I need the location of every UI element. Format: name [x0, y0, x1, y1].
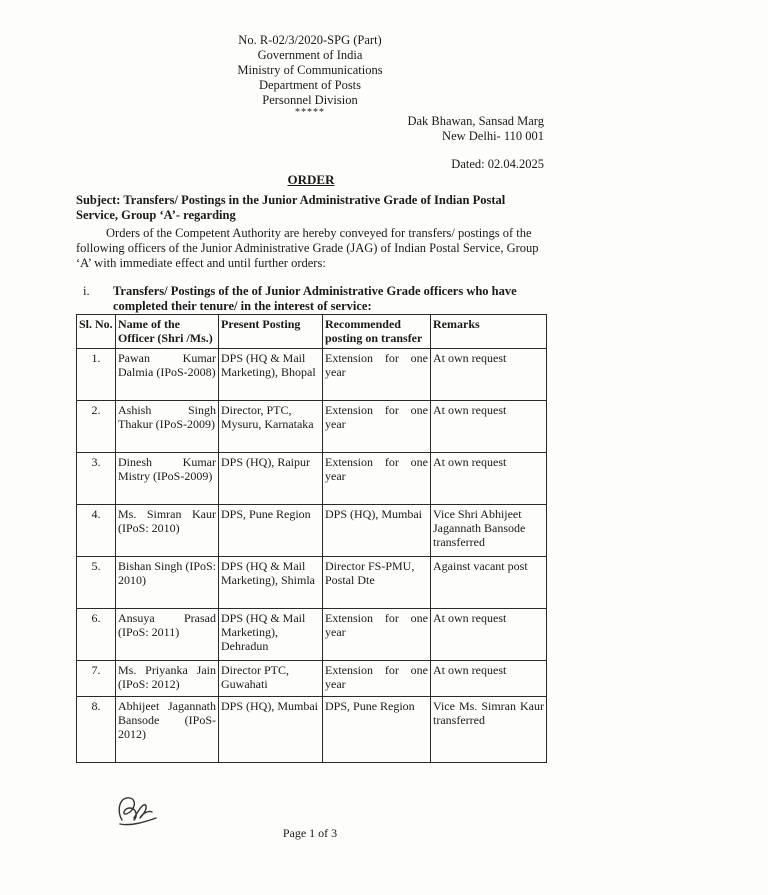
cell-remarks: At own request: [431, 609, 547, 661]
cell-officer-name: Ashish Singh Thakur (IPoS-2009): [116, 401, 219, 453]
list-item-i: [83, 284, 546, 314]
cell-officer-name: Abhijeet Jagannath Bansode (IPoS-2012): [116, 697, 219, 763]
table-row: [77, 697, 547, 763]
cell-remarks: At own request: [431, 349, 547, 401]
cell-remarks: Vice Ms. Simran Kaur transferred: [431, 697, 547, 763]
cell-officer-name: Bishan Singh (IPoS: 2010): [116, 557, 219, 609]
cell-officer-name: Ansuya Prasad (IPoS: 2011): [116, 609, 219, 661]
cell-present-posting: DPS (HQ), Raipur: [219, 453, 323, 505]
cell-remarks: Against vacant post: [431, 557, 547, 609]
cell-remarks: At own request: [431, 661, 547, 697]
cell-officer-name: Dinesh Kumar Mistry (IPoS-2009): [116, 453, 219, 505]
cell-remarks: At own request: [431, 401, 547, 453]
cell-recommended-posting: Director FS-PMU, Postal Dte: [323, 557, 431, 609]
office-address: [407, 114, 544, 144]
order-paragraph: Orders of the Competent Authority are hereby conveyed for transfers/ postings of the following officers of the Junior Administrative Grade (JAG) of Indian Postal Service, Group ‘A’ with immediate effect and until further orders:: [76, 226, 539, 270]
table-row: [77, 401, 547, 453]
table-row: [77, 661, 547, 697]
table-header-row: [77, 315, 547, 349]
cell-sl-no: 3.: [77, 453, 116, 505]
table-row: [77, 453, 547, 505]
order-title: ORDER: [287, 172, 335, 187]
address-line-2: New Delhi- 110 001: [442, 129, 544, 143]
header-stars: *****: [295, 107, 325, 118]
cell-remarks: At own request: [431, 453, 547, 505]
header-government: Government of India: [257, 48, 363, 62]
cell-remarks: Vice Shri Abhijeet Jagannath Bansode transferred: [431, 505, 547, 557]
cell-present-posting: DPS (HQ), Mumbai: [219, 697, 323, 763]
subject-text: Transfers/ Postings in the Junior Administrative Grade of Indian Postal Service, Group ‘A’- regarding: [76, 193, 506, 222]
address-line-1: Dak Bhawan, Sansad Marg: [407, 114, 544, 128]
cell-sl-no: 6.: [77, 609, 116, 661]
cell-recommended-posting: DPS, Pune Region: [323, 697, 431, 763]
cell-recommended-posting: Extension for one year: [323, 661, 431, 697]
cell-recommended-posting: Extension for one year: [323, 609, 431, 661]
cell-sl-no: 1.: [77, 349, 116, 401]
cell-recommended-posting: Extension for one year: [323, 349, 431, 401]
cell-sl-no: 7.: [77, 661, 116, 697]
subject-label: Subject:: [76, 193, 121, 207]
list-item-number: i.: [83, 284, 90, 298]
cell-sl-no: 8.: [77, 697, 116, 763]
header-ministry: Ministry of Communications: [237, 63, 383, 77]
order-date: Dated: 02.04.2025: [451, 157, 544, 171]
header-recommended-posting: Recommended posting on transfer: [323, 315, 431, 349]
cell-present-posting: Director PTC, Guwahati: [219, 661, 323, 697]
cell-officer-name: Pawan Kumar Dalmia (IPoS-2008): [116, 349, 219, 401]
page-number: Page 1 of 3: [282, 826, 338, 840]
cell-sl-no: 4.: [77, 505, 116, 557]
cell-officer-name: Ms. Priyanka Jain (IPoS: 2012): [116, 661, 219, 697]
cell-recommended-posting: DPS (HQ), Mumbai: [323, 505, 431, 557]
handwritten-signature: [112, 790, 160, 830]
cell-sl-no: 5.: [77, 557, 116, 609]
table-row: [77, 557, 547, 609]
header-sl-no: Sl. No.: [77, 315, 116, 349]
officers-table: [76, 314, 547, 763]
header-department: Department of Posts: [258, 78, 362, 92]
subject-line: [76, 193, 546, 223]
cell-present-posting: DPS, Pune Region: [219, 505, 323, 557]
header-remarks: Remarks: [431, 315, 547, 349]
letter-header: [0, 33, 620, 118]
cell-recommended-posting: Extension for one year: [323, 401, 431, 453]
cell-officer-name: Ms. Simran Kaur (IPoS: 2010): [116, 505, 219, 557]
cell-present-posting: DPS (HQ & Mail Marketing), Shimla: [219, 557, 323, 609]
reference-number: No. R-02/3/2020-SPG (Part): [238, 33, 382, 47]
cell-recommended-posting: Extension for one year: [323, 453, 431, 505]
header-division: Personnel Division: [262, 93, 358, 107]
cell-present-posting: DPS (HQ & Mail Marketing), Dehradun: [219, 609, 323, 661]
cell-sl-no: 2.: [77, 401, 116, 453]
table-row: [77, 349, 547, 401]
list-item-text: Transfers/ Postings of the of Junior Administrative Grade officers who have completed their tenure/ in the interest of service:: [113, 284, 517, 313]
header-officer-name: Name of the Officer (Shri /Ms.): [116, 315, 219, 349]
header-present-posting: Present Posting: [219, 315, 323, 349]
cell-present-posting: Director, PTC, Mysuru, Karnataka: [219, 401, 323, 453]
table-row: [77, 505, 547, 557]
cell-present-posting: DPS (HQ & Mail Marketing), Bhopal: [219, 349, 323, 401]
table-row: [77, 609, 547, 661]
